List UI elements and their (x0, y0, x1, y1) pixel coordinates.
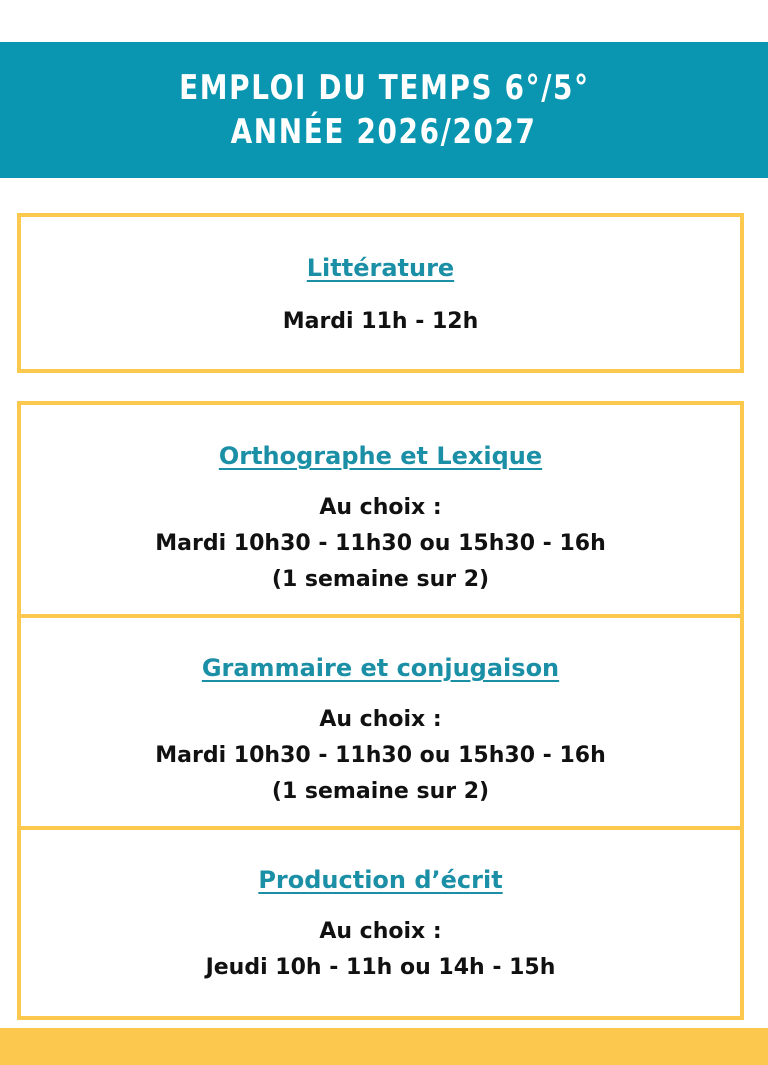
section-frequency-grammaire: (1 semaine sur 2) (271, 779, 490, 804)
header-title-line-1: EMPLOI DU TEMPS 6°/5° (178, 68, 590, 108)
section-schedule-grammaire: Mardi 10h30 - 11h30 ou 15h30 - 16h (155, 743, 606, 768)
section-title-litterature: Littérature (306, 254, 455, 282)
section-choice-label-grammaire: Au choix : (319, 707, 442, 732)
section-divider (21, 826, 740, 830)
footer-bar (0, 1028, 768, 1065)
section-schedule-production-ecrit: Jeudi 10h - 11h ou 14h - 15h (205, 955, 556, 980)
section-choice-label-production-ecrit: Au choix : (319, 919, 442, 944)
schedule-box-main (17, 401, 744, 1020)
section-title-orthographe: Orthographe et Lexique (218, 442, 543, 470)
section-schedule-litterature: Mardi 11h - 12h (282, 309, 479, 334)
section-schedule-orthographe: Mardi 10h30 - 11h30 ou 15h30 - 16h (155, 531, 606, 556)
section-frequency-orthographe: (1 semaine sur 2) (271, 567, 490, 592)
section-title-grammaire: Grammaire et conjugaison (201, 654, 560, 682)
header-title-line-2: ANNÉE 2026/2027 (230, 112, 538, 152)
section-divider (21, 614, 740, 618)
schedule-box-litterature (17, 213, 744, 373)
section-choice-label-orthographe: Au choix : (319, 495, 442, 520)
section-title-production-ecrit: Production d’écrit (258, 866, 503, 894)
header-banner (0, 42, 768, 178)
